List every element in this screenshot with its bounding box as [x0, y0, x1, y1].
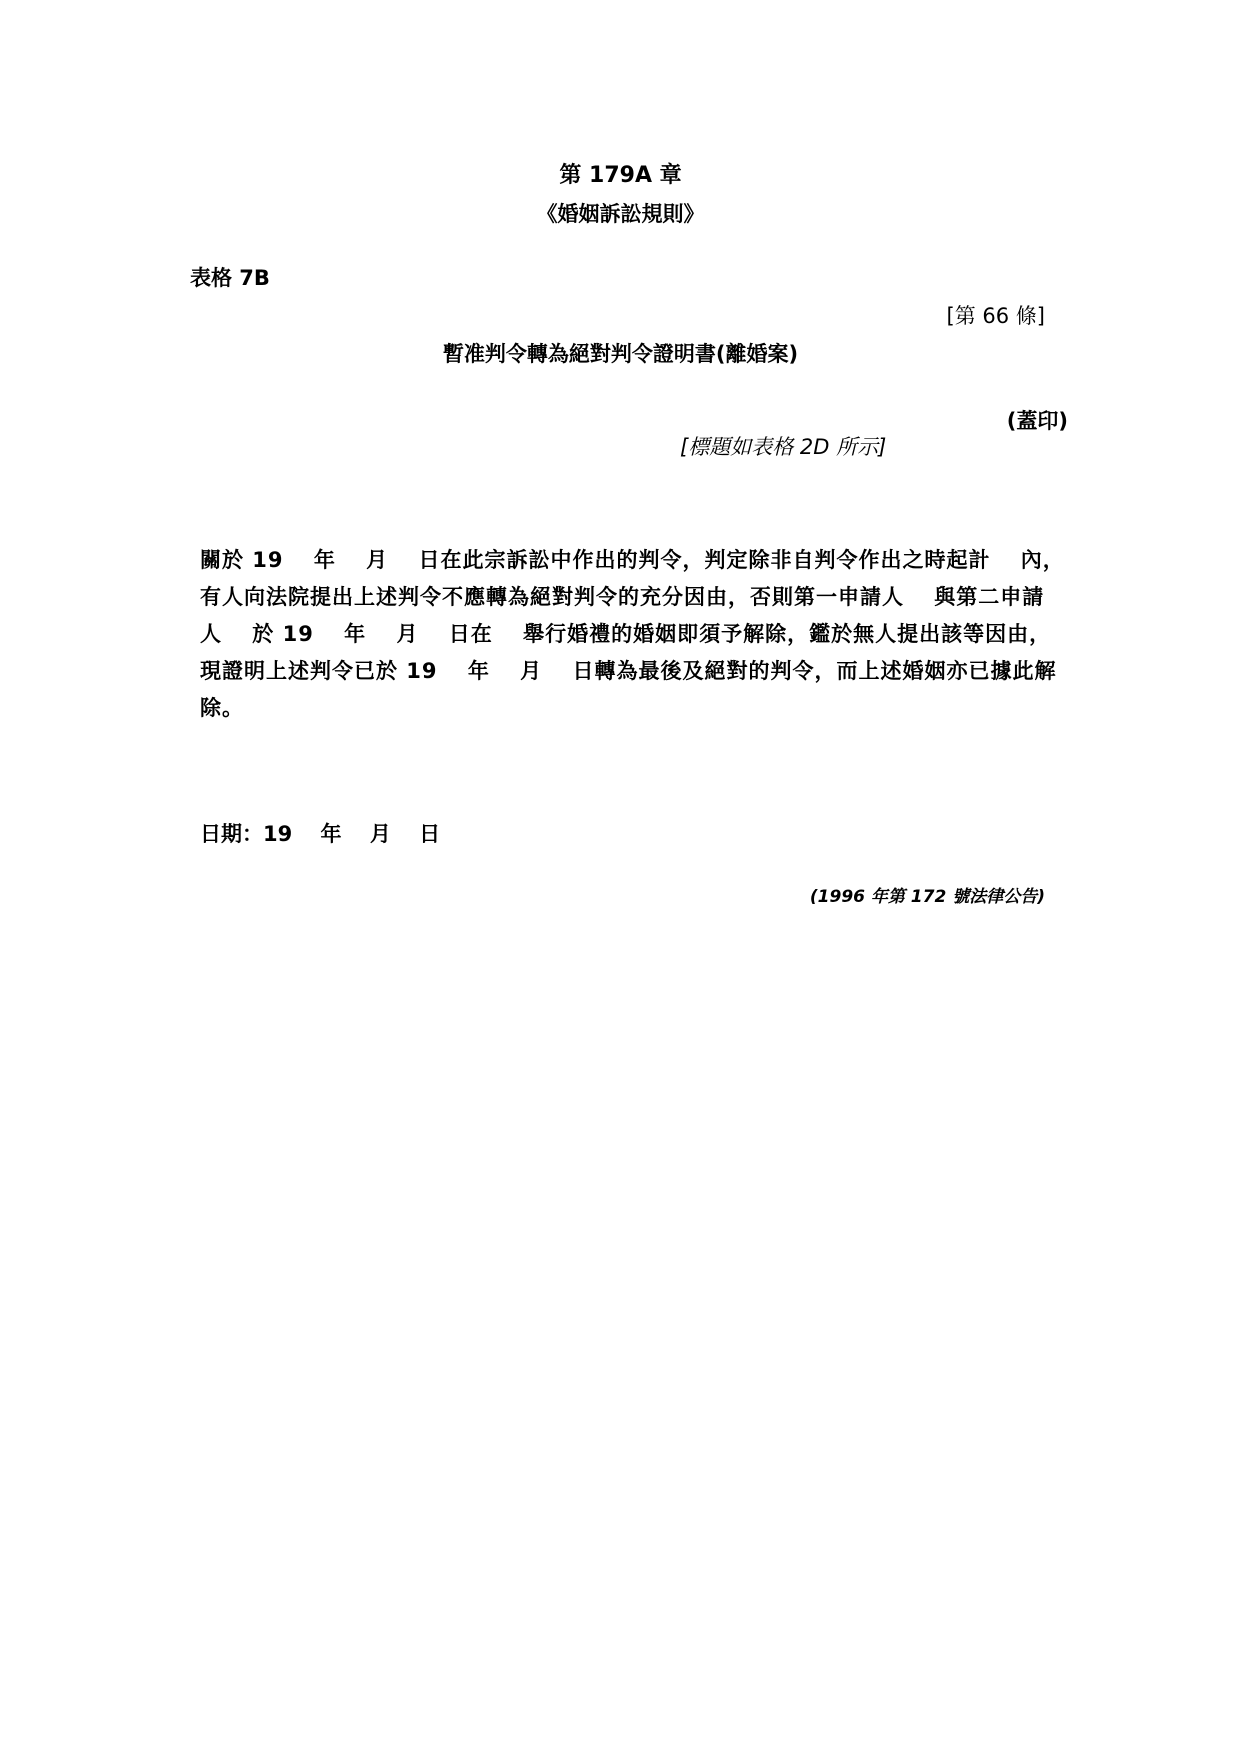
body-line: 人 於 19 年 月 日在 舉行婚禮的婚姻即須予解除，鑑於無人提出該等因由，	[200, 622, 1052, 646]
seal-note: (蓋印)	[1006, 409, 1068, 433]
certificate-body	[200, 542, 1076, 727]
body-line: 現證明上述判令已於 19 年 月 日轉為最後及絕對的判令，而上述婚姻亦已據此解	[200, 659, 1057, 683]
certificate-title: 暫准判令轉為絕對判令證明書(離婚案)	[442, 342, 799, 366]
body-line: 有人向法院提出上述判令不應轉為絕對判令的充分因由，否則第一申請人 與第二申請	[200, 585, 1045, 609]
date-line: 日期：19 年 月 日	[200, 822, 441, 846]
chapter-heading: 第 179A 章	[559, 163, 682, 188]
ordinance-title: 《婚姻訴訟規則》	[536, 202, 705, 226]
form-number: 表格 7B	[190, 266, 270, 290]
body-line: 關於 19 年 月 日在此宗訴訟中作出的判令，判定除非自判令作出之時起計 內，	[200, 548, 1065, 572]
heading-note: [標題如表格 2D 所示]	[680, 435, 887, 459]
body-line: 除。	[200, 696, 244, 720]
legal-notice: (1996 年第 172 號法律公告)	[809, 887, 1045, 907]
rule-reference: [第 66 條]	[946, 304, 1045, 328]
